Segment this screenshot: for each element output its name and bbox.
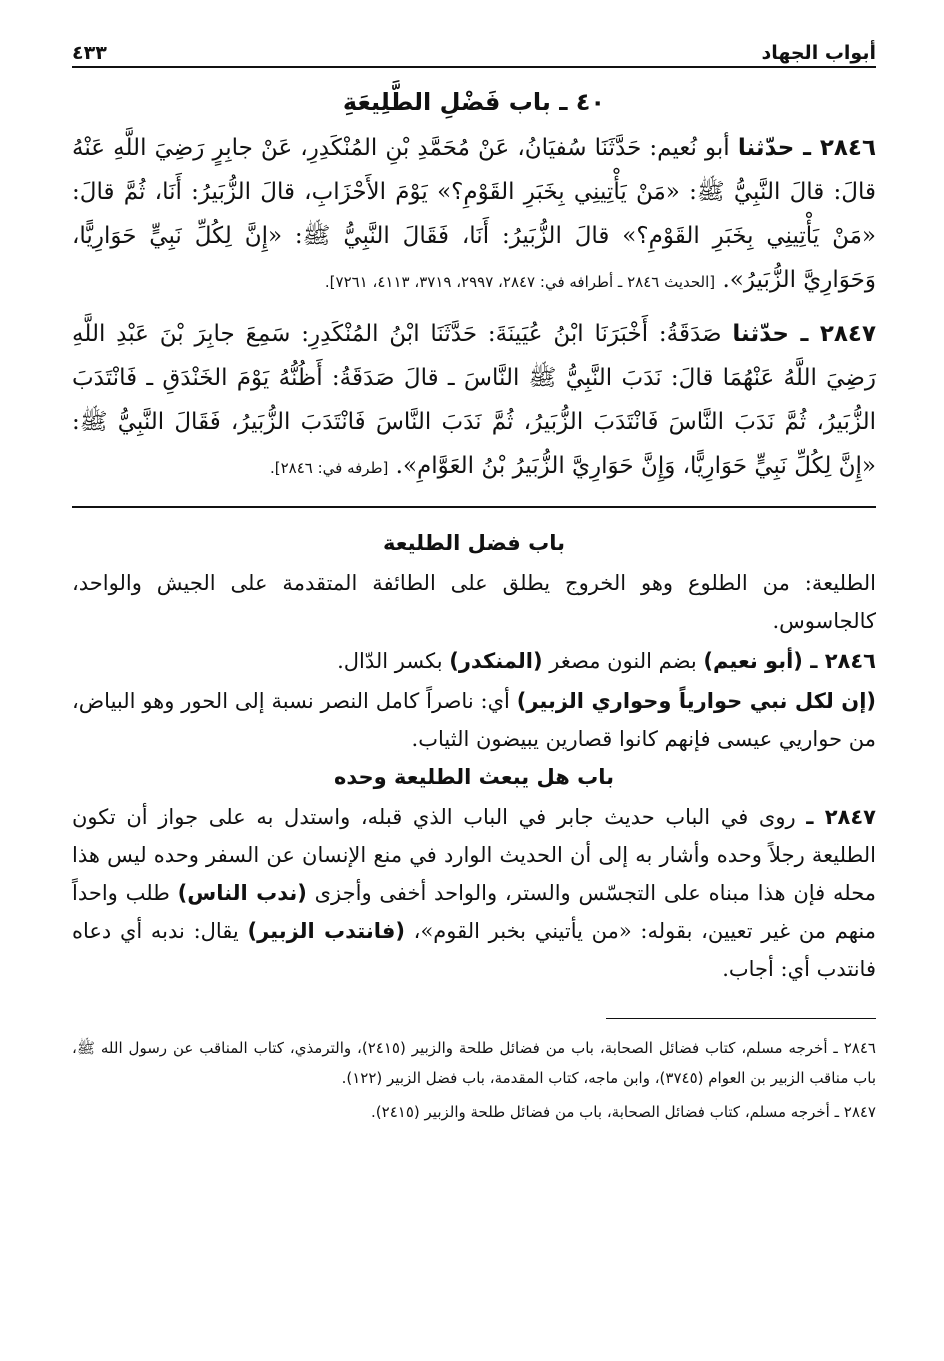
page-header [72, 30, 876, 68]
footnote-rule [606, 1018, 876, 1019]
sharh-p4-text-1: روى في الباب حديث جابر في الباب الذي قبله، واستدل به على جواز أن تكون الطليعة رجلاً وحده وأشار به إلى أن الحديث الوارد في منع الإنسان عن السفر وحده ليس هذا محله فإن هذا مبناه على التجسّس والستر، والواحد أخفى وأجزى [72, 805, 876, 905]
chapter-title: أبواب الجهاد [761, 42, 876, 64]
sharh-paragraph-3 [72, 682, 876, 758]
sharh-p2-text-1: بضم النون مصغر [542, 649, 704, 673]
hadith-2847-ref: [طرفه في: ٢٨٤٦]. [269, 459, 389, 477]
sharh-p4-text-3: يقال: ندبه أي دعاه فانتدب أي: أجاب. [72, 919, 876, 981]
sharh-p2-bold-2: (المنكدر) [449, 649, 543, 673]
hadith-2846-number: ٢٨٤٦ ـ حدّثنا [737, 135, 876, 161]
sharh-p4-text-2: طلب واحداً منهم من غير تعيين، بقوله: «من يأتيني بخبر القوم»، [72, 881, 876, 943]
hadith-2847-number: ٢٨٤٧ ـ حدّثنا [732, 321, 876, 347]
sharh-p4-number: ٢٨٤٧ ـ [806, 805, 876, 829]
sharh-divider [72, 506, 876, 508]
hadith-2847-text: صَدَقَةُ: أَخْبَرَنَا ابْنُ عُيَينَةَ: حَدَّثَنَا ابْنُ المُنْكَدِرِ: سَمِعَ جابِرَ بْنَ عَبْدِ اللَّهِ رَضِيَ اللَّهُ عَنْهُمَا قالَ: نَدَبَ النَّبِيُّ ﷺ النَّاسَ ـ قالَ صَدَقَةُ: أَظُنُّهُ يَوْمَ الخَنْدَقِ ـ فَانْتَدَبَ الزُّبَيرُ، ثُمَّ نَدَبَ النَّاسَ فَانْتَدَبَ الزُّبَيرُ، ثُمَّ نَدَبَ النَّاسَ فَانْتَدَبَ الزُّبَيرُ، فَقَالَ النَّبِيُّ ﷺ: «إِنَّ لِكُلِّ نَبِيٍّ حَوَارِيًّا، وَإِنَّ حَوَارِيَّ الزُّبَيرُ بْنُ العَوَّامِ». [72, 321, 876, 479]
bab-title: ٤٠ ـ باب فَضْلِ الطَّلِيعَةِ [342, 88, 606, 116]
sharh-paragraph-2 [72, 642, 876, 680]
footnote-2847: ٢٨٤٧ ـ أخرجه مسلم، كتاب فضائل الصحابة، باب من فضائل طلحة والزبير (٢٤١٥). [371, 1103, 876, 1121]
hadith-2846-text: أبو نُعيم: حَدَّثَنَا سُفيَانُ، عَنْ مُحَمَّدِ بْنِ المُنْكَدِرِ، عَنْ جابِرٍ رَضِيَ اللَّهِ عَنْهُ قالَ: قالَ النَّبِيُّ ﷺ: «مَنْ يَأْتِينِي بِخَبَرِ القَوْمِ؟» يَوْمَ الأَحْزَابِ، قالَ الزُّبَيرُ: أَنَا، ثُمَّ قالَ: «مَنْ يَأْتِينِي بِخَبَرِ القَوْمِ؟» قالَ الزُّبَيرُ: أَنَا، فَقَالَ النَّبِيُّ ﷺ: «إِنَّ لِكُلِّ نَبِيٍّ حَوَارِيًّا، وَحَوَارِيَّ الزُّبَيرُ». [72, 135, 876, 293]
sharh-p3-text-1: أي: ناصراً كامل النصر نسبة إلى الحور وهو البياض، من حواريي عيسى فإنهم كانوا قصارين يبيضون الثياب. [72, 689, 876, 751]
sharh-paragraph-1: الطليعة: من الطلوع وهو الخروج يطلق على الطائفة المتقدمة على الجيش والواحد، كالجاسوس. [72, 571, 876, 633]
sharh-p2-bold-1: (أبو نعيم) [703, 649, 803, 673]
sharh-p4-bold-1: (ندب الناس) [177, 881, 307, 905]
sharh-paragraph-4 [72, 798, 876, 988]
page-number: ٤٣٣ [72, 42, 107, 64]
sharh-p4-bold-2: (فانتدب الزبير) [247, 919, 405, 943]
sharh-p3-bold-1: (إن لكل نبي حوارياً وحواري الزبير) [516, 689, 876, 713]
sharh-p2-number: ٢٨٤٦ ـ [802, 649, 876, 673]
hadith-2846 [72, 126, 876, 304]
sharh-title-2: باب هل يبعث الطليعة وحده [334, 765, 614, 789]
sharh-title-1: باب فضل الطليعة [383, 531, 565, 555]
hadith-2846-ref: [الحديث ٢٨٤٦ ـ أطرافه في: ٢٨٤٧، ٢٩٩٧، ٣٧١٩، ٤١١٣، ٧٢٦١]. [324, 273, 716, 291]
hadith-2847 [72, 312, 876, 490]
footnote-2846: ٢٨٤٦ ـ أخرجه مسلم، كتاب فضائل الصحابة، باب من فضائل طلحة والزبير (٢٤١٥)، والترمذي، كتاب المناقب عن رسول الله ﷺ، باب مناقب الزبير بن العوام (٣٧٤٥)، وابن ماجه، كتاب المقدمة، باب فضل الزبير (١٢٢). [72, 1039, 876, 1087]
sharh-p2-text-2: بكسر الدّال. [337, 649, 450, 673]
main-content [72, 88, 876, 1131]
